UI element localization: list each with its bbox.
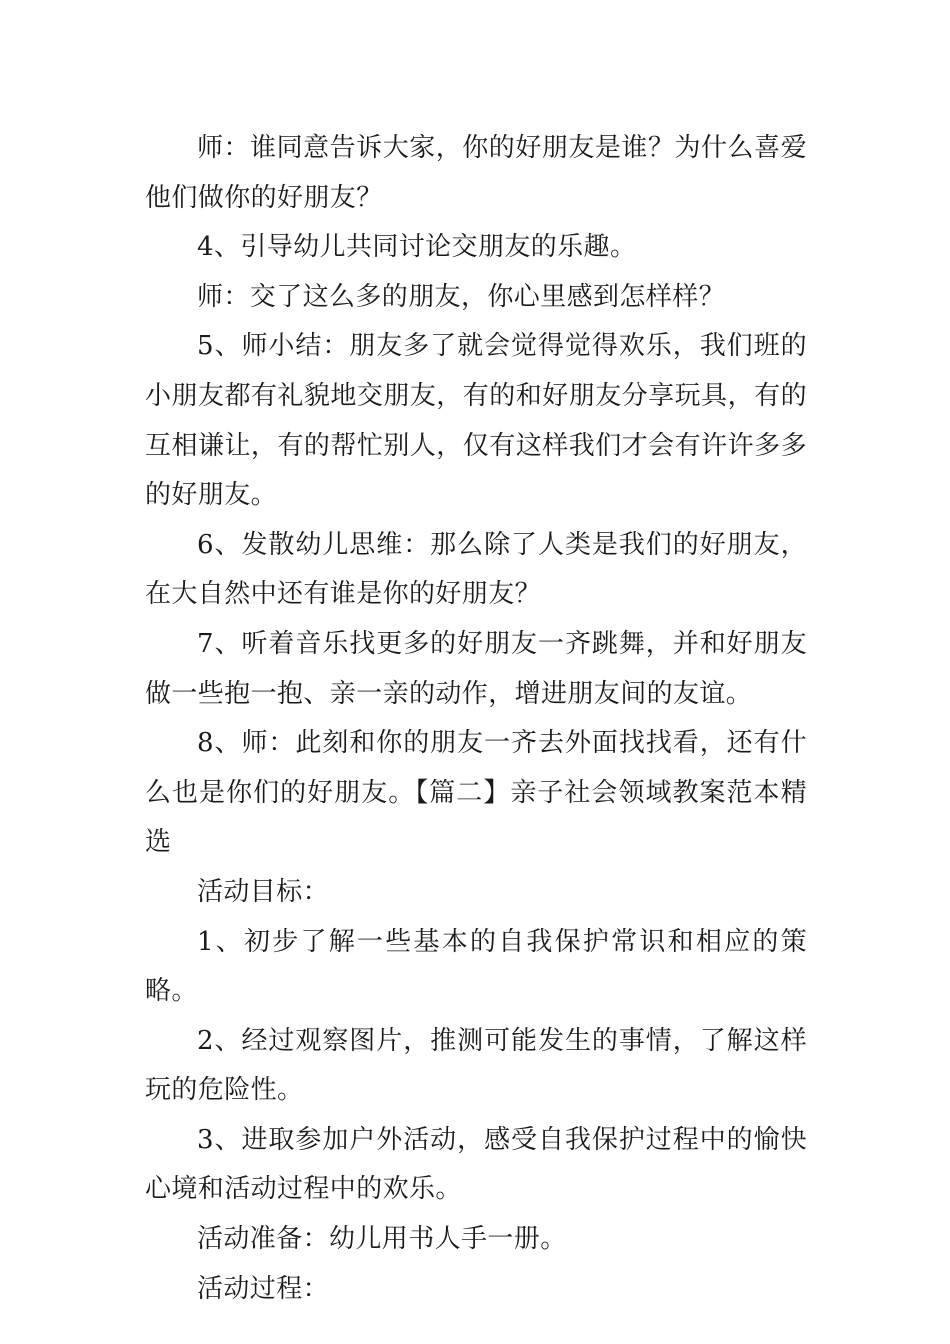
paragraph: 6、发散幼儿思维：那么除了人类是我们的好朋友，在大自然中还有谁是你的好朋友？ <box>145 529 807 610</box>
paragraph: 1、初步了解一些基本的自我保护常识和相应的策略。 <box>145 926 807 1007</box>
paragraph: 2、经过观察图片，推测可能发生的事情，了解这样玩的危险性。 <box>145 1025 807 1106</box>
section-heading: 活动目标： <box>197 876 330 907</box>
paragraph: 8、师：此刻和你的朋友一齐去外面找找看，还有什么也是你们的好朋友。【篇二】亲子社会领域教案范本精选 <box>145 728 807 858</box>
paragraph: 师：谁同意告诉大家，你的好朋友是谁？为什么喜爱他们做你的好朋友？ <box>145 133 807 213</box>
paragraph: 活动准备：幼儿用书人手一册。 <box>197 1224 567 1255</box>
paragraph: 师：交了这么多的朋友，你心里感到怎样样？ <box>197 281 726 312</box>
paragraph: 3、进取参加户外活动，感受自我保护过程中的愉快心境和活动过程中的欢乐。 <box>145 1124 807 1205</box>
paragraph: 4、引导幼儿共同讨论交朋友的乐趣。 <box>197 232 637 263</box>
document-body <box>145 124 807 1314</box>
paragraph: 7、听着音乐找更多的好朋友一齐跳舞，并和好朋友做一些抱一抱、亲一亲的动作，增进朋友间的友谊。 <box>145 628 807 709</box>
section-heading: 活动过程： <box>197 1273 330 1304</box>
paragraph: 5、师小结：朋友多了就会觉得觉得欢乐，我们班的小朋友都有礼貌地交朋友，有的和好朋友分享玩具，有的互相谦让，有的帮忙别人，仅有这样我们才会有许许多多的好朋友。 <box>145 331 807 511</box>
